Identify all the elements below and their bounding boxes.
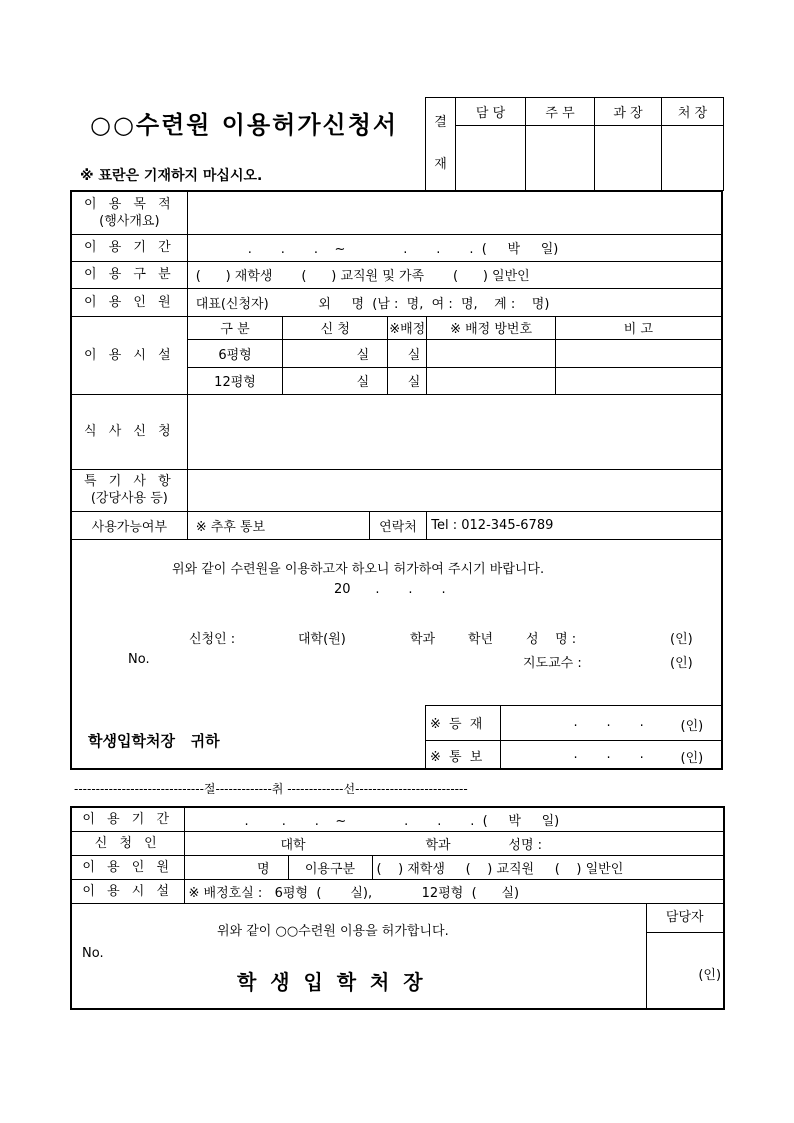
name-label: 성 명 :	[526, 631, 577, 647]
permit-period-label: 이 용 기 간	[71, 807, 184, 831]
approval-sign-chief[interactable]	[526, 126, 595, 191]
facility-assign-6[interactable]: 실	[388, 339, 427, 367]
special-label: 특 기 사 항 (강당사용 등)	[71, 469, 187, 511]
permit-issuer: 학 생 입 학 처 장	[237, 969, 423, 994]
dept-label: 학과	[410, 631, 436, 647]
permit-statement-area	[71, 903, 646, 1009]
permit-category-label: 이용구분	[288, 855, 372, 879]
availability-value: ※ 추후 통보	[187, 511, 369, 539]
facility-note-12[interactable]	[555, 367, 722, 394]
facility-header-note: 비 고	[555, 316, 722, 339]
permit-no-label: No.	[82, 945, 104, 961]
permit-officer-seal: (인)	[698, 967, 722, 983]
permit-category-field[interactable]: ( ) 재학생 ( ) 교직원 ( ) 일반인	[372, 855, 724, 879]
request-text: 위와 같이 수련원을 이용하고자 하오니 허가하여 주시기 바랍니다.	[172, 561, 545, 577]
advisor-label: 지도교수 :	[523, 655, 582, 671]
register-date: . . .	[573, 714, 644, 730]
grade-label: 학년	[468, 631, 494, 647]
people-field[interactable]: 대표(신청자) 외 명 (남 : 명, 여 : 명, 계 : 명)	[187, 288, 722, 316]
contact-label: 연락처	[369, 511, 427, 539]
facility-header-apply: 신 청	[283, 316, 388, 339]
facility-apply-6[interactable]: 실	[283, 339, 388, 367]
permit-text: 위와 같이 ○○수련원 이용을 허가합니다.	[217, 923, 449, 939]
facility-note-6[interactable]	[555, 339, 722, 367]
approval-sign-manager[interactable]	[595, 126, 662, 191]
form-note: ※ 표란은 기재하지 마십시오.	[80, 168, 263, 184]
register-table	[425, 705, 722, 770]
approval-side-label: 결 재	[426, 98, 456, 191]
permit-people-label: 이 용 인 원	[71, 855, 184, 879]
permit-facility-label: 이 용 시 설	[71, 879, 184, 903]
approval-sign-director[interactable]	[662, 126, 724, 191]
university-label: 대학(원)	[298, 631, 346, 647]
meal-field[interactable]	[187, 394, 722, 469]
period-field[interactable]: . . . ~ . . . ( 박 일)	[187, 234, 722, 261]
facility-type-6: 6평형	[187, 339, 283, 367]
date-line[interactable]: 20 . . .	[334, 581, 446, 597]
register-seal: (인)	[680, 718, 704, 734]
seal-2: (인)	[670, 655, 693, 671]
permit-officer-label: 담당자	[647, 904, 724, 933]
notify-label: ※ 통 보	[426, 740, 501, 769]
category-field[interactable]: ( ) 재학생 ( ) 교직원 및 가족 ( ) 일반인	[187, 261, 722, 288]
facility-header-assign: ※배정	[388, 316, 427, 339]
purpose-label: 이 용 목 적 (행사개요)	[71, 191, 187, 234]
form-title: ○○수련원 이용허가신청서	[90, 110, 399, 139]
notify-field[interactable]	[501, 740, 723, 769]
notify-seal: (인)	[680, 751, 704, 767]
approval-sign-staff[interactable]	[456, 126, 526, 191]
recipient: 학생입학처장 귀하	[88, 731, 220, 750]
purpose-field[interactable]	[187, 191, 722, 234]
permit-facility-field[interactable]: ※ 배정호실 : 6평형 ( 실), 12평형 ( 실)	[184, 879, 724, 903]
facility-room-12[interactable]	[427, 367, 556, 394]
register-label: ※ 등 재	[426, 705, 501, 740]
applicant-label: 신청인 :	[189, 631, 236, 647]
special-field[interactable]	[187, 469, 722, 511]
facility-assign-12[interactable]: 실	[388, 367, 427, 394]
period-label: 이 용 기 간	[71, 234, 187, 261]
permit-applicant-label: 신 청 인	[71, 831, 184, 855]
facility-header-room: ※ 배정 방번호	[427, 316, 556, 339]
meal-label: 식 사 신 청	[71, 394, 187, 469]
register-field[interactable]	[501, 705, 723, 740]
facility-type-12: 12평형	[187, 367, 283, 394]
cut-line: ------------------------------절-------------취 -------------선--------------------------	[74, 782, 468, 796]
permit-people-count[interactable]: 명	[184, 855, 288, 879]
facility-apply-12[interactable]: 실	[283, 367, 388, 394]
approval-header-staff: 담 당	[456, 98, 526, 126]
facility-room-6[interactable]	[427, 339, 556, 367]
permit-officer-box	[646, 903, 724, 1009]
facility-header-type: 구 분	[187, 316, 283, 339]
approval-header-director: 처 장	[662, 98, 724, 126]
notify-date: . . .	[573, 747, 644, 763]
facility-label: 이 용 시 설	[71, 316, 187, 394]
declaration-area	[71, 539, 722, 769]
permit-period-field[interactable]: . . . ~ . . . ( 박 일)	[184, 807, 724, 831]
permit-table	[70, 806, 725, 1010]
application-table	[70, 190, 723, 770]
category-label: 이 용 구 분	[71, 261, 187, 288]
no-label: No.	[128, 651, 150, 667]
contact-value[interactable]: Tel : 012-345-6789	[427, 511, 722, 539]
approval-table	[425, 97, 724, 191]
approval-header-manager: 과 장	[595, 98, 662, 126]
approval-header-chief: 주 무	[526, 98, 595, 126]
availability-label: 사용가능여부	[71, 511, 187, 539]
seal-1: (인)	[670, 631, 693, 647]
permit-applicant-field[interactable]: 대학 학과 성명 :	[184, 831, 724, 855]
people-label: 이 용 인 원	[71, 288, 187, 316]
